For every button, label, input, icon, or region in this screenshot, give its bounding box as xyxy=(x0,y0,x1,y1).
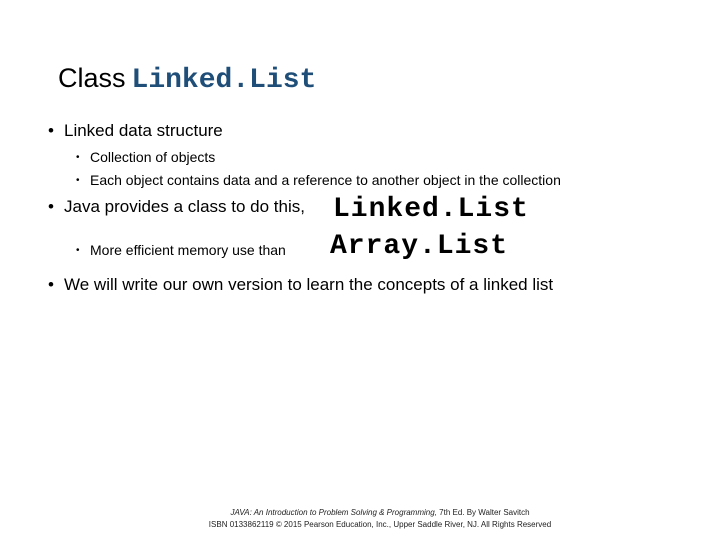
footer-book-title: JAVA: An Introduction to Problem Solving & Programming, xyxy=(230,508,437,517)
footer-line-2: ISBN 0133862119 © 2015 Pearson Education, Inc., Upper Saddle River, NJ. All Rights Reserved xyxy=(208,520,552,529)
bullet-text: Each object contains data and a reference to another object in the collection xyxy=(90,172,561,188)
bullet-glyph: • xyxy=(76,245,80,256)
bullet-glyph: • xyxy=(48,275,54,294)
linked-list-code: Linked.List xyxy=(333,194,529,225)
footer-edition: 7th Ed. By Walter Savitch xyxy=(436,508,530,517)
title-prefix: Class xyxy=(58,63,126,93)
bullet-glyph: • xyxy=(76,152,80,163)
sub-bullet-each-object xyxy=(76,171,561,190)
bullet-text: More efficient memory use than xyxy=(90,242,286,258)
bullet-text: Java provides a class to do this, xyxy=(64,197,305,216)
sub-bullet-more-efficient xyxy=(76,241,286,260)
sub-bullet-collection xyxy=(76,148,215,167)
footer-line-1 xyxy=(0,507,720,519)
bullet-glyph: • xyxy=(76,175,80,186)
title-code: Linked.List xyxy=(131,65,317,96)
bullet-glyph: • xyxy=(48,197,54,216)
bullet-linked-data-structure xyxy=(48,120,223,142)
bullet-text: Linked data structure xyxy=(64,121,223,140)
bullet-we-will-write xyxy=(48,274,553,296)
bullet-text: We will write our own version to learn the concepts of a linked list xyxy=(64,275,554,294)
bullet-glyph: • xyxy=(48,121,54,140)
slide-title xyxy=(58,60,316,99)
array-list-code: Array.List xyxy=(330,231,509,262)
bullet-java-provides xyxy=(48,196,305,218)
bullet-text: Collection of objects xyxy=(90,149,216,165)
